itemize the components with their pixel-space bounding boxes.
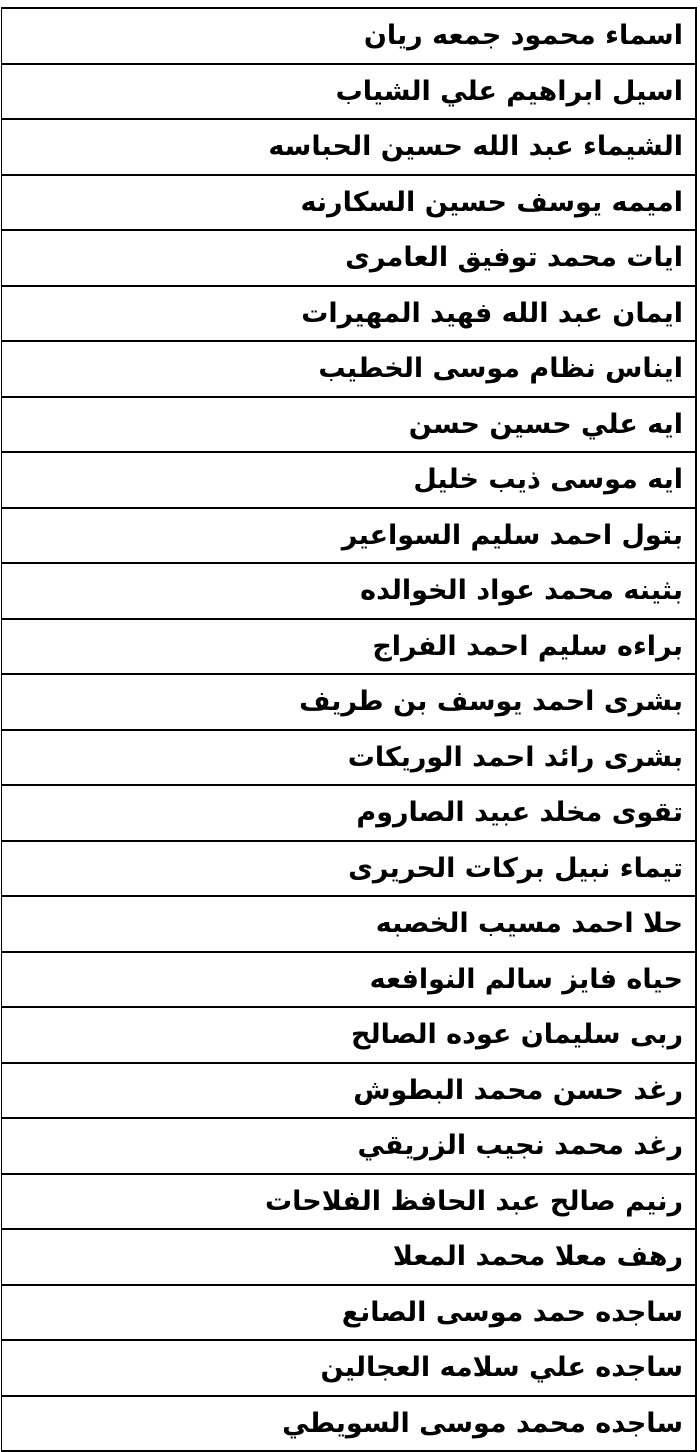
student-name: براءه سليم احمد الفراج [372, 633, 683, 660]
table-row [2, 1397, 695, 1452]
table-row [2, 65, 695, 121]
table-row [2, 1008, 695, 1064]
student-name: ايه علي حسين حسن [409, 411, 683, 438]
table-row [2, 120, 695, 176]
table-row [2, 842, 695, 898]
student-name: ساجده حمد موسى الصانع [342, 1299, 683, 1326]
table-row [2, 398, 695, 454]
table-row [2, 509, 695, 565]
student-name: ايمان عبد الله فهيد المهيرات [301, 300, 683, 327]
student-name: رنيم صالح عبد الحافظ الفلاحات [265, 1188, 683, 1215]
student-name: الشيماء عبد الله حسين الحباسه [268, 133, 683, 160]
student-name: رغد حسن محمد البطوش [353, 1077, 683, 1104]
table-row [2, 564, 695, 620]
table-row [2, 953, 695, 1009]
student-name: ايناس نظام موسى الخطيب [318, 355, 683, 382]
names-table [1, 7, 697, 1452]
student-name: حلا احمد مسيب الخصبه [376, 910, 683, 937]
table-row [2, 1341, 695, 1397]
table-row [2, 9, 695, 65]
student-name: رغد محمد نجيب الزريقي [358, 1132, 683, 1159]
student-name: حياه فايز سالم النوافعه [370, 966, 683, 993]
student-name: ساجده علي سلامه العجالين [321, 1354, 684, 1381]
table-row [2, 786, 695, 842]
student-name: اسماء محمود جمعه ريان [364, 22, 683, 49]
student-name: بتول احمد سليم السواعير [342, 522, 683, 549]
table-row [2, 287, 695, 343]
student-name: اميمه يوسف حسين السكارنه [301, 189, 683, 216]
table-row [2, 897, 695, 953]
table-row [2, 620, 695, 676]
student-name: ربى سليمان عوده الصالح [351, 1021, 683, 1048]
table-row [2, 176, 695, 232]
table-row [2, 1230, 695, 1286]
table-row [2, 1064, 695, 1120]
student-name: تقوى مخلد عبيد الصاروم [356, 799, 683, 826]
student-name: تيماء نبيل بركات الحريرى [348, 855, 683, 882]
table-row [2, 342, 695, 398]
student-name: بشرى احمد يوسف بن طريف [299, 688, 683, 715]
student-name: ساجده محمد موسى السويطي [282, 1410, 683, 1437]
table-row [2, 1119, 695, 1175]
student-name: ايات محمد توفيق العامرى [345, 244, 683, 271]
table-row [2, 453, 695, 509]
student-name: رهف معلا محمد المعلا [393, 1243, 683, 1270]
table-row [2, 675, 695, 731]
table-row [2, 1286, 695, 1342]
student-name: ايه موسى ذيب خليل [413, 466, 683, 493]
table-row [2, 1175, 695, 1231]
student-name: بثينه محمد عواد الخوالده [360, 577, 683, 604]
table-row [2, 231, 695, 287]
student-name: اسيل ابراهيم علي الشياب [336, 78, 683, 105]
student-name: بشرى رائد احمد الوريكات [348, 744, 683, 771]
table-row [2, 731, 695, 787]
